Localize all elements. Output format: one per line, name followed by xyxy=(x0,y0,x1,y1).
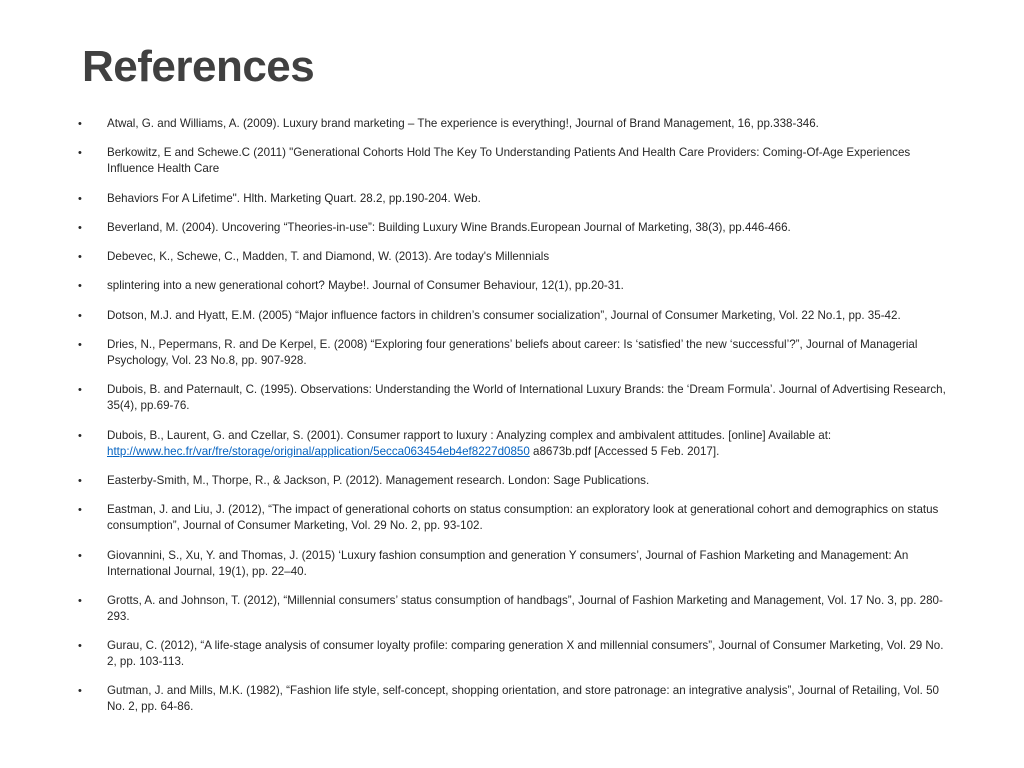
bullet-marker: • xyxy=(78,221,82,234)
reference-text: Gutman, J. and Mills, M.K. (1982), “Fashion life style, self-concept, shopping orientation, and store patronage: an integrative analysis”, Journal of Retailing, Vol. 50 No. 2, pp. 64-86. xyxy=(107,684,939,714)
reference-text-continued: a8673b.pdf [Accessed 5 Feb. 2017]. xyxy=(529,444,720,458)
reference-item xyxy=(78,638,948,670)
bullet-marker: • xyxy=(78,429,82,442)
reference-item xyxy=(78,502,948,534)
bullet-marker: • xyxy=(78,474,82,487)
reference-text: Behaviors For A Lifetime". Hlth. Marketing Quart. 28.2, pp.190-204. Web. xyxy=(107,191,481,205)
reference-text: splintering into a new generational cohort? Maybe!. Journal of Consumer Behaviour, 12(1), pp.20-31. xyxy=(107,279,624,293)
reference-text: Gurau, C. (2012), “A life-stage analysis of consumer loyalty profile: comparing generation X and millennial consumers”, Journal of Consumer Marketing, Vol. 29 No. 2, pp. 103-113. xyxy=(107,639,944,669)
reference-link[interactable]: http://www.hec.fr/var/fre/storage/original/application/5ecca063454eb4ef8227d0850 xyxy=(107,444,530,458)
reference-text: Grotts, A. and Johnson, T. (2012), “Millennial consumers’ status consumption of handbags”, Journal of Fashion Marketing and Management, Vol. 17 No. 3, pp. 280-293. xyxy=(107,593,943,623)
reference-item xyxy=(78,145,948,177)
reference-item xyxy=(78,308,948,324)
reference-text: Dubois, B., Laurent, G. and Czellar, S. (2001). Consumer rapport to luxury : Analyzing complex and ambivalent attitudes. [online] Available at: xyxy=(107,428,832,442)
reference-text: Atwal, G. and Williams, A. (2009). Luxury brand marketing – The experience is everything!, Journal of Brand Management, 16, pp.338-346. xyxy=(107,117,819,130)
reference-item xyxy=(78,593,948,625)
reference-item xyxy=(78,191,948,207)
reference-text: Easterby-Smith, M., Thorpe, R., & Jackson, P. (2012). Management research. London: Sage Publications. xyxy=(107,473,650,487)
reference-item xyxy=(78,337,948,369)
reference-item xyxy=(78,382,948,414)
reference-item xyxy=(78,278,948,294)
reference-text: Giovannini, S., Xu, Y. and Thomas, J. (2015) ‘Luxury fashion consumption and generation Y consumers’, Journal of Fashion Marketing and Management: An International Journal, 19(1), pp. 22–40. xyxy=(107,548,909,578)
page-title: References xyxy=(82,42,315,91)
reference-text: Dries, N., Pepermans, R. and De Kerpel, E. (2008) “Exploring four generations’ beliefs about career: Is ‘satisfied’ the new ‘successful’?”, Journal of Managerial Psychology, Vol. 23 No.8, pp. 907-928. xyxy=(107,338,918,368)
bullet-marker: • xyxy=(78,251,82,264)
reference-item xyxy=(78,220,948,236)
bullet-marker: • xyxy=(78,685,82,698)
bullet-marker: • xyxy=(78,192,82,205)
reference-text: Berkowitz, E and Schewe.C (2011) "Generational Cohorts Hold The Key To Understanding Patients And Health Care Providers: Coming-Of-Age Experiences Influence Health Care xyxy=(107,146,911,176)
bullet-marker: • xyxy=(78,339,82,352)
bullet-marker: • xyxy=(78,280,82,293)
bullet-marker: • xyxy=(78,549,82,562)
bullet-marker: • xyxy=(78,640,82,653)
reference-text: Beverland, M. (2004). Uncovering “Theories-in-use”: Building Luxury Wine Brands.European Journal of Marketing, 38(3), pp.446-466. xyxy=(107,220,791,234)
reference-item xyxy=(78,249,948,265)
bullet-marker: • xyxy=(78,309,82,322)
bullet-marker: • xyxy=(78,594,82,607)
reference-text: Dubois, B. and Paternault, C. (1995). Observations: Understanding the World of International Luxury Brands: the ‘Dream Formula’. Journal of Advertising Research, 35(4), pp.69-76. xyxy=(107,383,946,413)
reference-item xyxy=(78,683,948,715)
reference-item xyxy=(78,428,948,460)
bullet-marker: • xyxy=(78,504,82,517)
bullet-marker: • xyxy=(78,384,82,397)
reference-item xyxy=(78,473,948,489)
reference-text: Debevec, K., Schewe, C., Madden, T. and Diamond, W. (2013). Are today's Millennials xyxy=(107,250,550,264)
reference-item xyxy=(78,116,948,132)
reference-item xyxy=(78,548,948,580)
bullet-marker: • xyxy=(78,147,82,160)
reference-text: Eastman, J. and Liu, J. (2012), “The impact of generational cohorts on status consumption: an exploratory look at generational cohort and demographics on status consumption”, Journal of Consumer Marketing, Vol. 29 No. 2, pp. 93-102. xyxy=(107,503,939,533)
reference-text: Dotson, M.J. and Hyatt, E.M. (2005) “Major influence factors in children’s consumer socialization”, Journal of Consumer Marketing, Vol. 22 No.1, pp. 35-42. xyxy=(107,308,901,322)
reference-list xyxy=(78,116,948,729)
bullet-marker: • xyxy=(78,118,82,130)
